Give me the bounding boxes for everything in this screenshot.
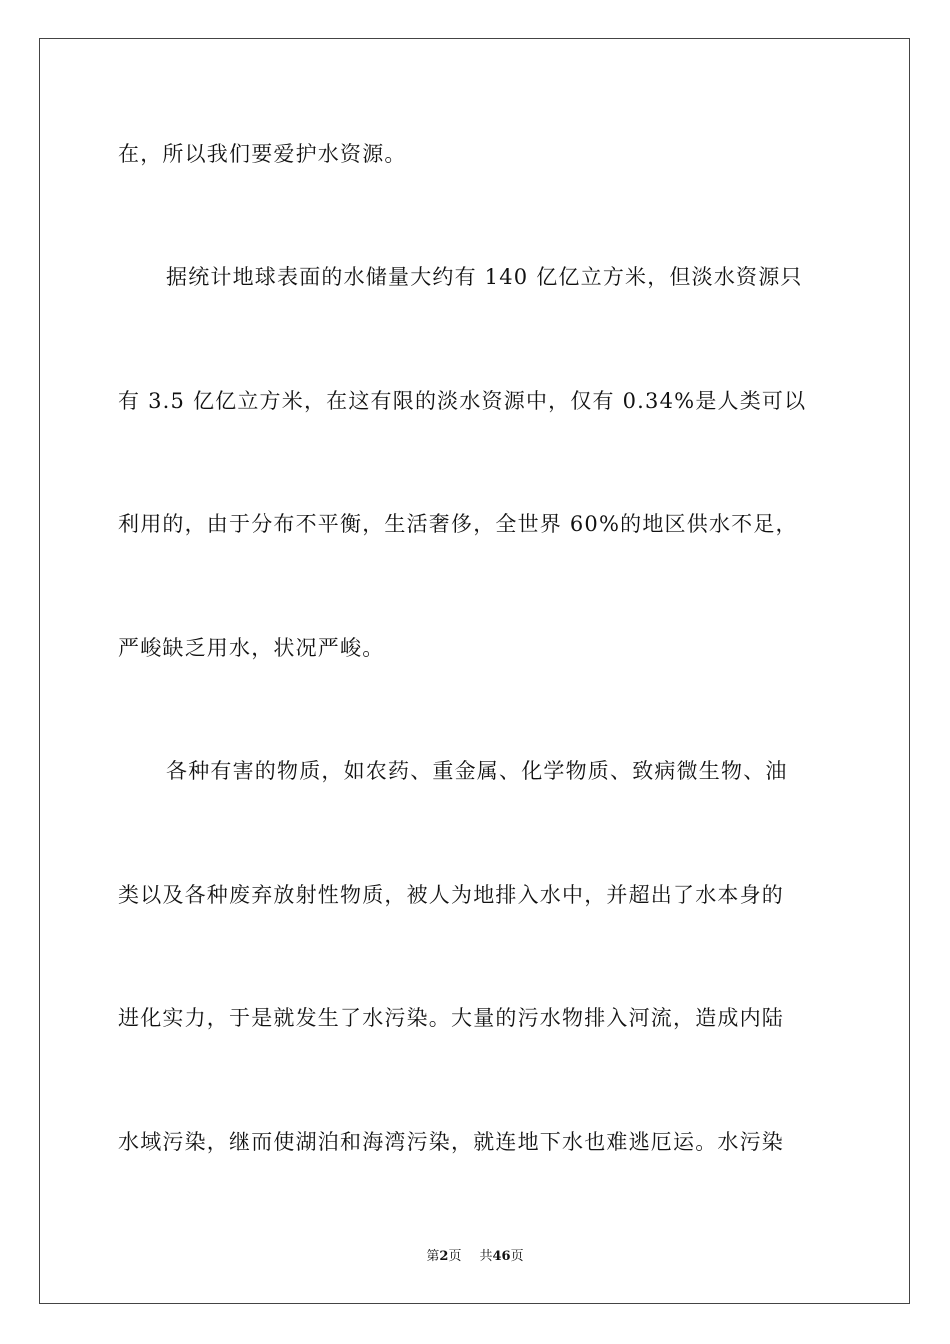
paragraph-line-2: 据统计地球表面的水储量大约有 140 亿亿立方米，但淡水资源只 [166,265,803,289]
total-suffix: 页 [510,1249,524,1264]
paragraph-line-5: 严峻缺乏用水，状况严峻。 [118,636,385,660]
paragraph-line-1: 在，所以我们要爱护水资源。 [118,142,407,166]
page-footer [0,1249,950,1265]
page-border [39,38,910,1304]
page-prefix: 第 [426,1249,440,1264]
page-suffix: 页 [448,1249,462,1264]
paragraph-line-7: 类以及各种废弃放射性物质，被人为地排入水中，并超出了水本身的 [118,883,784,907]
paragraph-line-8: 进化实力，于是就发生了水污染。大量的污水物排入河流，造成内陆 [118,1006,784,1030]
paragraph-line-3: 有 3.5 亿亿立方米，在这有限的淡水资源中，仅有 0.34%是人类可以 [118,389,807,413]
paragraph-line-4: 利用的，由于分布不平衡，生活奢侈，全世界 60%的地区供水不足， [118,512,798,536]
page-number: 2 [439,1249,449,1264]
total-pages: 46 [492,1249,511,1264]
paragraph-line-6: 各种有害的物质，如农药、重金属、化学物质、致病微生物、油 [166,759,788,783]
paragraph-line-9: 水域污染，继而使湖泊和海湾污染，就连地下水也难逃厄运。水污染 [118,1130,784,1154]
total-prefix: 共 [479,1249,493,1264]
